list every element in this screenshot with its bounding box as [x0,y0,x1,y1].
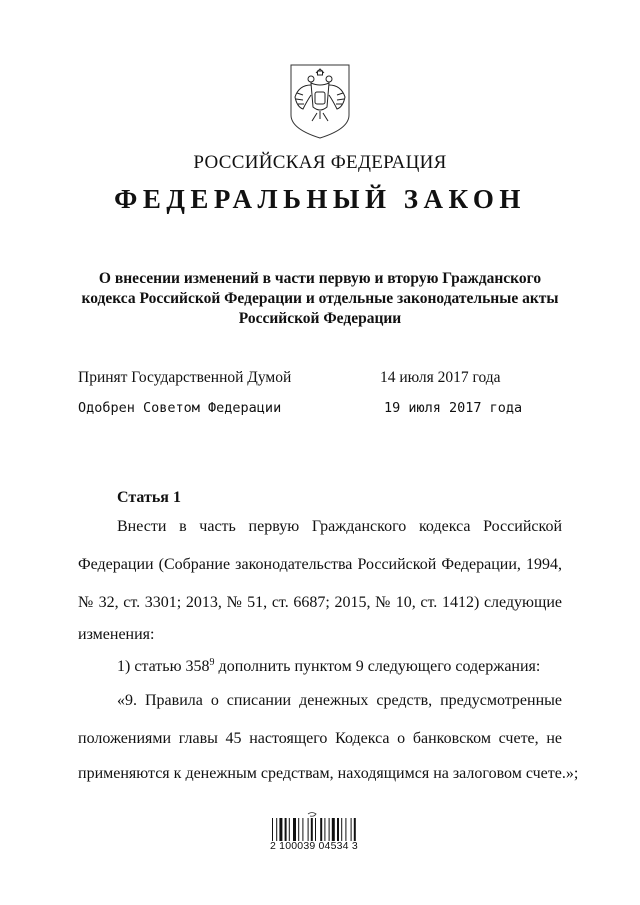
coat-of-arms-emblem [289,63,351,140]
barcode-bar [351,818,352,841]
barcode-number: 2 100039 04534 3 [270,840,358,852]
country-name: РОССИЙСКАЯ ФЕДЕРАЦИЯ [193,152,447,173]
law-title [60,269,580,329]
article-superscript: 9 [209,657,215,668]
barcode-bar [289,818,290,841]
council-approval-date: 19 июля 2017 года [384,400,523,416]
barcode-bar [311,818,313,841]
barcode-bar [354,818,356,841]
barcode-bar [341,818,342,841]
article-heading: Статья 1 [117,489,181,506]
barcode-bar [345,818,346,841]
barcode-bar [285,818,287,841]
barcode-bar [324,818,325,841]
barcode-mark [308,813,316,817]
duma-adoption-label: Принят Государственной Думой [78,369,292,386]
council-approval-label: Одобрен Советом Федерации [78,400,282,416]
barcode-bar [315,818,316,841]
double-headed-eagle-icon [295,69,345,121]
amendment-item-suffix: дополнить пунктом 9 следующего содержания: [214,658,541,675]
quoted-provision-line: положениями главы 45 настоящего Кодекса о банковском счете, не [78,730,562,747]
law-title-line: кодекса Российской Федерации и отдельные законодательные акты [81,290,559,307]
barcode-bar [302,818,303,841]
barcode-bar [276,818,277,841]
barcode-bar [279,818,282,841]
barcode-bar [329,818,330,841]
law-title-line: О внесении изменений в части первую и вторую Гражданского [98,270,542,287]
quoted-provision-line: применяются к денежным средствам, находящимся на залоговом счете.»; [78,765,579,782]
article-intro-line: Федерации (Собрание законодательства Российской Федерации, 1994, [78,556,562,573]
article-intro-line: Внести в часть первую Гражданского кодекса Российской [117,518,562,535]
quoted-provision-line: «9. Правила о списании денежных средств, предусмотренные [117,692,562,709]
barcode-bar [298,818,299,841]
barcode-bar [272,818,273,841]
amendment-item-1 [117,658,540,676]
article-intro-line: изменения: [78,626,155,643]
barcode-bar [293,818,296,841]
article-intro-line: № 32, ст. 3301; 2013, № 51, ст. 6687; 2015, № 10, ст. 1412) следующие [78,594,562,611]
barcode-bar [337,818,339,841]
amendment-item-prefix: 1) статью 358 [117,658,210,675]
barcode-bar [332,818,335,841]
emblem-shield-outline [291,65,349,138]
document-type: ФЕДЕРАЛЬНЫЙ ЗАКОН [114,184,526,214]
barcode-bar [308,818,309,841]
law-title-line: Российской Федерации [238,310,402,327]
barcode-bars [272,818,356,841]
barcode-bar [320,818,322,841]
duma-adoption-date: 14 июля 2017 года [380,369,501,386]
